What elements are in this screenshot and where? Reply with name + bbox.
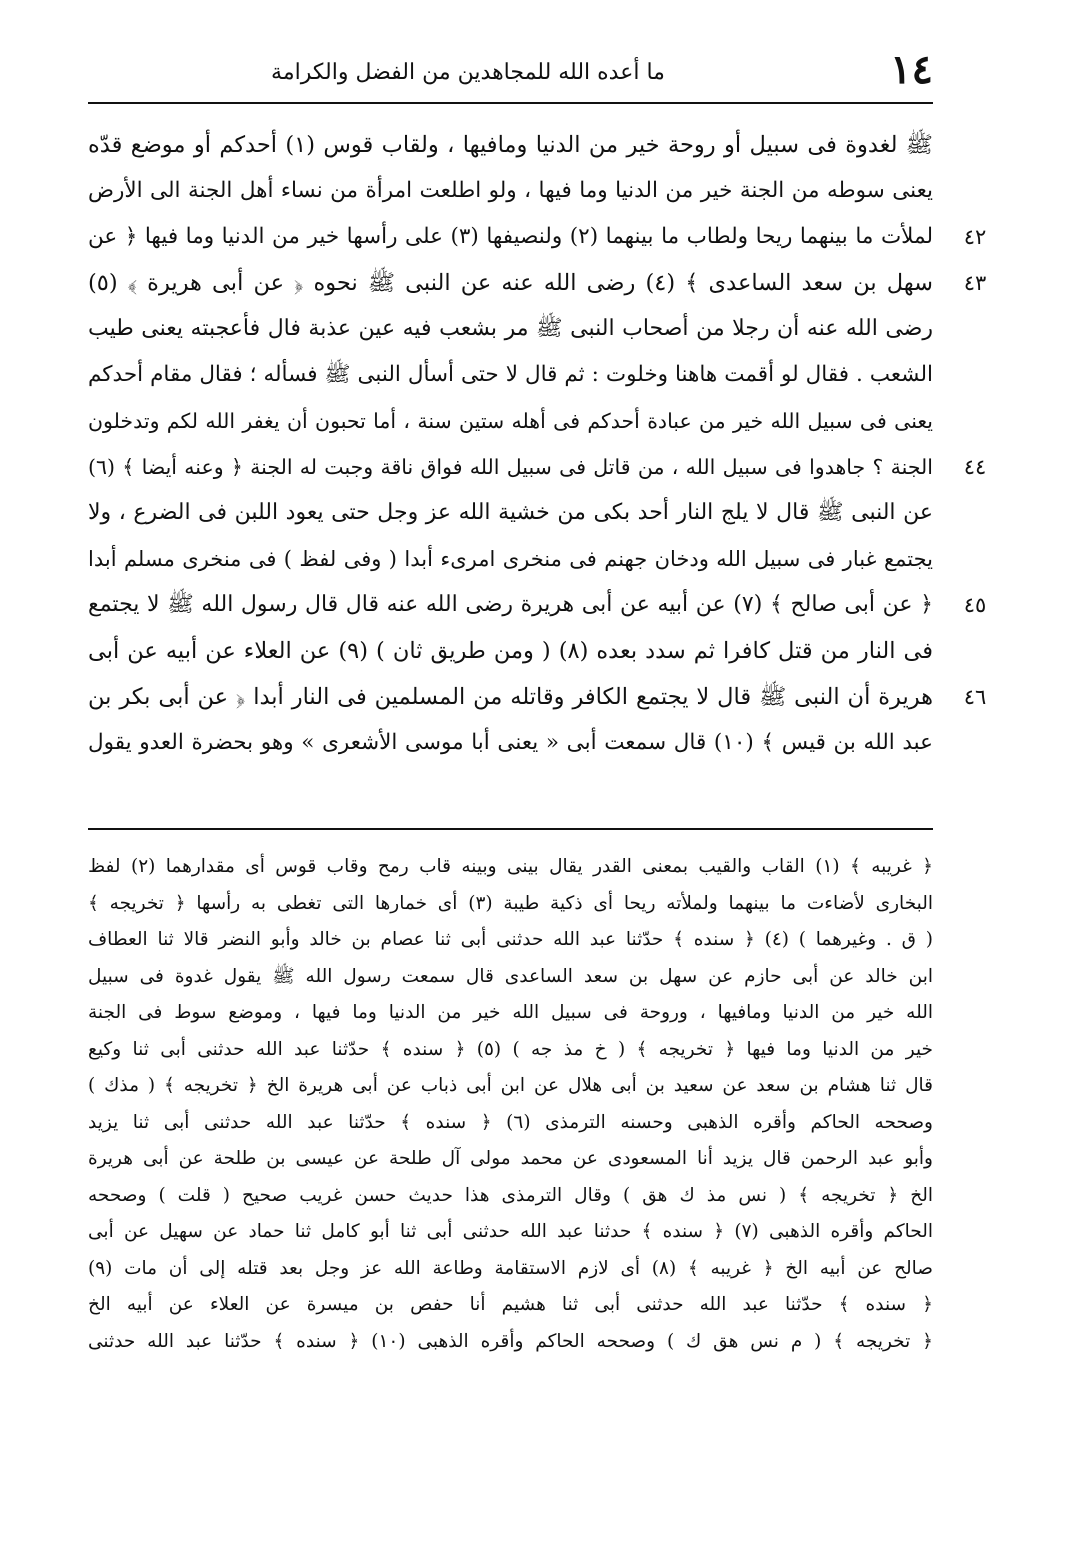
text-line [88, 674, 933, 720]
footnote-line-content: ﴿ تخريجه ﴾ ( م نس هق ك ) وصححه الحاكم وأقره الذهبى (١٠) ﴿ سنده ﴾ حدّثنا عبد الله حدثنى [88, 1330, 933, 1352]
text-line-content: الجنة ؟ جاهدوا فى سبيل الله ، من قاتل فى سبيل الله فواق ناقة وجبت له الجنة ﴿ وعنه أيضا ﴾ (٦) [88, 455, 933, 479]
text-line-content: لملأت ما بينهما ريحا ولطاب ما بينهما (٢) ولنصيفها (٣) على رأسها خير من الدنيا وما فيها ﴿ عن [88, 224, 933, 249]
footnote-line [88, 1069, 933, 1106]
footnote-line [88, 1325, 933, 1362]
footnote-line [88, 1142, 933, 1179]
text-line-content: يعنى سوطه من الجنة خير من الدنيا وما فيها ، ولو اطلعت امرأة من نساء أهل الجنة الى الأرض [88, 178, 933, 203]
footnote-line [88, 1106, 933, 1143]
hadith-number: ٤٦ [963, 685, 987, 709]
text-line-content: يجتمع غبار فى سبيل الله ودخان جهنم فى منخرى امرىء أبدا ( وفى لفظ ) فى منخرى مسلم أبدا [88, 547, 933, 571]
text-line [88, 444, 933, 490]
footnotes [88, 850, 933, 1361]
footnote-line-content: ﴿ سنده ﴾ حدّثنا عبد الله حدثنى أبى ثنا هشيم أنا حفص بن ميسرة عن العلاء عن أبيه الخ [88, 1294, 933, 1315]
text-line [88, 536, 933, 582]
footnote-line-content: الله خير من الدنيا ومافيها ، وروحة فى سبيل الله خير من الدنيا وما فيها ، وموضع سوط فى الجنة [88, 1002, 933, 1023]
footnote-line [88, 923, 933, 960]
text-line-content: هريرة أن النبى ﷺ قال لا يجتمع الكافر وقاتله من المسلمين فى النار أبدا ﴿ عن أبى بكر بن [88, 684, 933, 710]
hadith-number: ٤٤ [963, 455, 987, 479]
text-line [88, 352, 933, 398]
text-line-content: رضى الله عنه أن رجلا من أصحاب النبى ﷺ مر بشعب فيه عين عذبة فال فأعجبته يعنى طيب [88, 316, 933, 341]
text-line [88, 260, 933, 306]
text-line-content: ﷺ لغدوة فى سبيل أو روحة خير من الدنيا ومافيها ، ولقاب قوس (١) أحدكم أو موضع قدّه [88, 132, 933, 158]
footnote-line-content: وصححه الحاكم وأقره الذهبى وحسنه الترمذى (٦) ﴿ سنده ﴾ حدّثنا عبد الله حدثنى أبى ثنا يزيد [88, 1111, 933, 1133]
text-line [88, 122, 933, 168]
footnote-line [88, 850, 933, 887]
hadith-number: ٤٥ [963, 593, 987, 617]
footnote-line-content: وأبو عبد الرحمن قال يزيد أنا المسعودى عن محمد مولى آل طلحة عن عيسى بن طلحة عن أبى هريرة [88, 1148, 933, 1169]
footnote-line [88, 887, 933, 924]
hadith-number: ٤٣ [963, 271, 987, 295]
footnote-line-content: ﴿ غريبه ﴾ (١) القاب والقيب بمعنى القدر يقال بينى وبينه قاب رمح وقاب قوس أى مقدارهما (٢) لفظ [88, 856, 934, 877]
text-line-content: سهل بن سعد الساعدى ﴾ (٤) رضى الله عنه عن النبى ﷺ نحوه ﴿ عن أبى هريرة ﴾ (٥) [88, 270, 933, 296]
footnote-line [88, 996, 933, 1033]
text-line-content: عن النبى ﷺ قال لا يلج النار أحد بكى من خشية الله عز وجل حتى يعود اللبن فى الضرع ، ولا [88, 500, 933, 525]
text-line-content: الشعب . فقال لو أقمت هاهنا وخلوت : ثم قال لا حتى أسأل النبى ﷺ فسأله ؛ فقال مقام أحدكم [88, 362, 933, 387]
footnote-line [88, 1252, 933, 1289]
footnote-line [88, 1288, 933, 1325]
footnote-line-content: خير من الدنيا وما فيها ﴿ تخريجه ﴾ ( خ مذ جه ) (٥) ﴿ سنده ﴾ حدّثنا عبد الله حدثنى أبى ثنا وكيع [88, 1038, 933, 1060]
footnote-line-content: ابن خالد عن أبى حازم عن سهل بن سعد الساعدى قال سمعت رسول الله ﷺ يقول غدوة فى سبيل [88, 965, 933, 987]
text-line [88, 490, 933, 536]
footnote-line-content: البخارى لأضاءت ما بينهما ولملأته ريحا أى ذكية طيبة (٣) أى خمارها التى تغطى به رأسها ﴿ تخريجه ﴾ [88, 892, 933, 914]
footnote-separator [88, 828, 933, 830]
page-header [88, 48, 933, 104]
text-line [88, 582, 933, 628]
text-line [88, 628, 933, 674]
footnote-line [88, 960, 933, 997]
footnote-line-content: صالح عن أبيه الخ ﴿ غريبه ﴾ (٨) أى لازم الاستقامة وطاعة الله عز وجل بعد قتله إلى أن مات (٩) [88, 1257, 933, 1279]
footnote-line-content: قال ثنا هشام بن سعد عن سعيد بن أبى هلال عن ابن أبى ذباب عن أبى هريرة الخ ﴿ تخريجه ﴾ ( مذك ) [88, 1075, 933, 1096]
text-line [88, 306, 933, 352]
header-rule [88, 102, 933, 104]
page-number: ١٤ [890, 46, 933, 93]
text-line [88, 398, 933, 444]
text-line-content: فى النار من قتل كافرا ثم سدد بعده (٨) ( ومن طريق ثان ) (٩) عن العلاء عن أبيه عن أبى [88, 638, 933, 664]
text-line [88, 168, 933, 214]
footnote-line-content: الخ ﴿ تخريجه ﴾ ( نس مذ ك هق ) وقال الترمذى هذا حديث حسن غريب صحيح ( قلت ) وصححه [88, 1184, 933, 1206]
running-title: ما أعده الله للمجاهدين من الفضل والكرامة [271, 60, 665, 85]
footnote-line [88, 1033, 933, 1070]
text-line-content: عبد الله بن قيس ﴾ (١٠) قال سمعت أبى « يعنى أبا موسى الأشعرى » وهو بحضرة العدو يقول [88, 730, 933, 755]
footnote-line [88, 1215, 933, 1252]
text-line-content: يعنى فى سبيل الله خير من عبادة أحدكم فى أهله ستين سنة ، أما تحبون أن يغفر الله لكم وتدخلون [88, 409, 933, 433]
text-line [88, 214, 933, 260]
main-text [88, 122, 933, 766]
footnote-line [88, 1179, 933, 1216]
footnote-line-content: الحاكم وأقره الذهبى (٧) ﴿ سنده ﴾ حدثنا عبد الله حدثنى أبى ثنا أبو كامل ثنا حماد عن سهيل عن أبى [88, 1221, 933, 1242]
text-line-content: ﴿ عن أبى صالح ﴾ (٧) عن أبيه عن أبى هريرة رضى الله عنه قال قال رسول الله ﷺ لا يجتمع [88, 592, 933, 617]
text-line [88, 720, 933, 766]
footnote-line-content: ( ق . وغيرهما ) (٤) ﴿ سنده ﴾ حدّثنا عبد الله حدثنى أبى ثنا عصام بن خالد وأبو النضر قالا ثنا العطاف [88, 929, 933, 950]
hadith-number: ٤٢ [963, 225, 987, 249]
